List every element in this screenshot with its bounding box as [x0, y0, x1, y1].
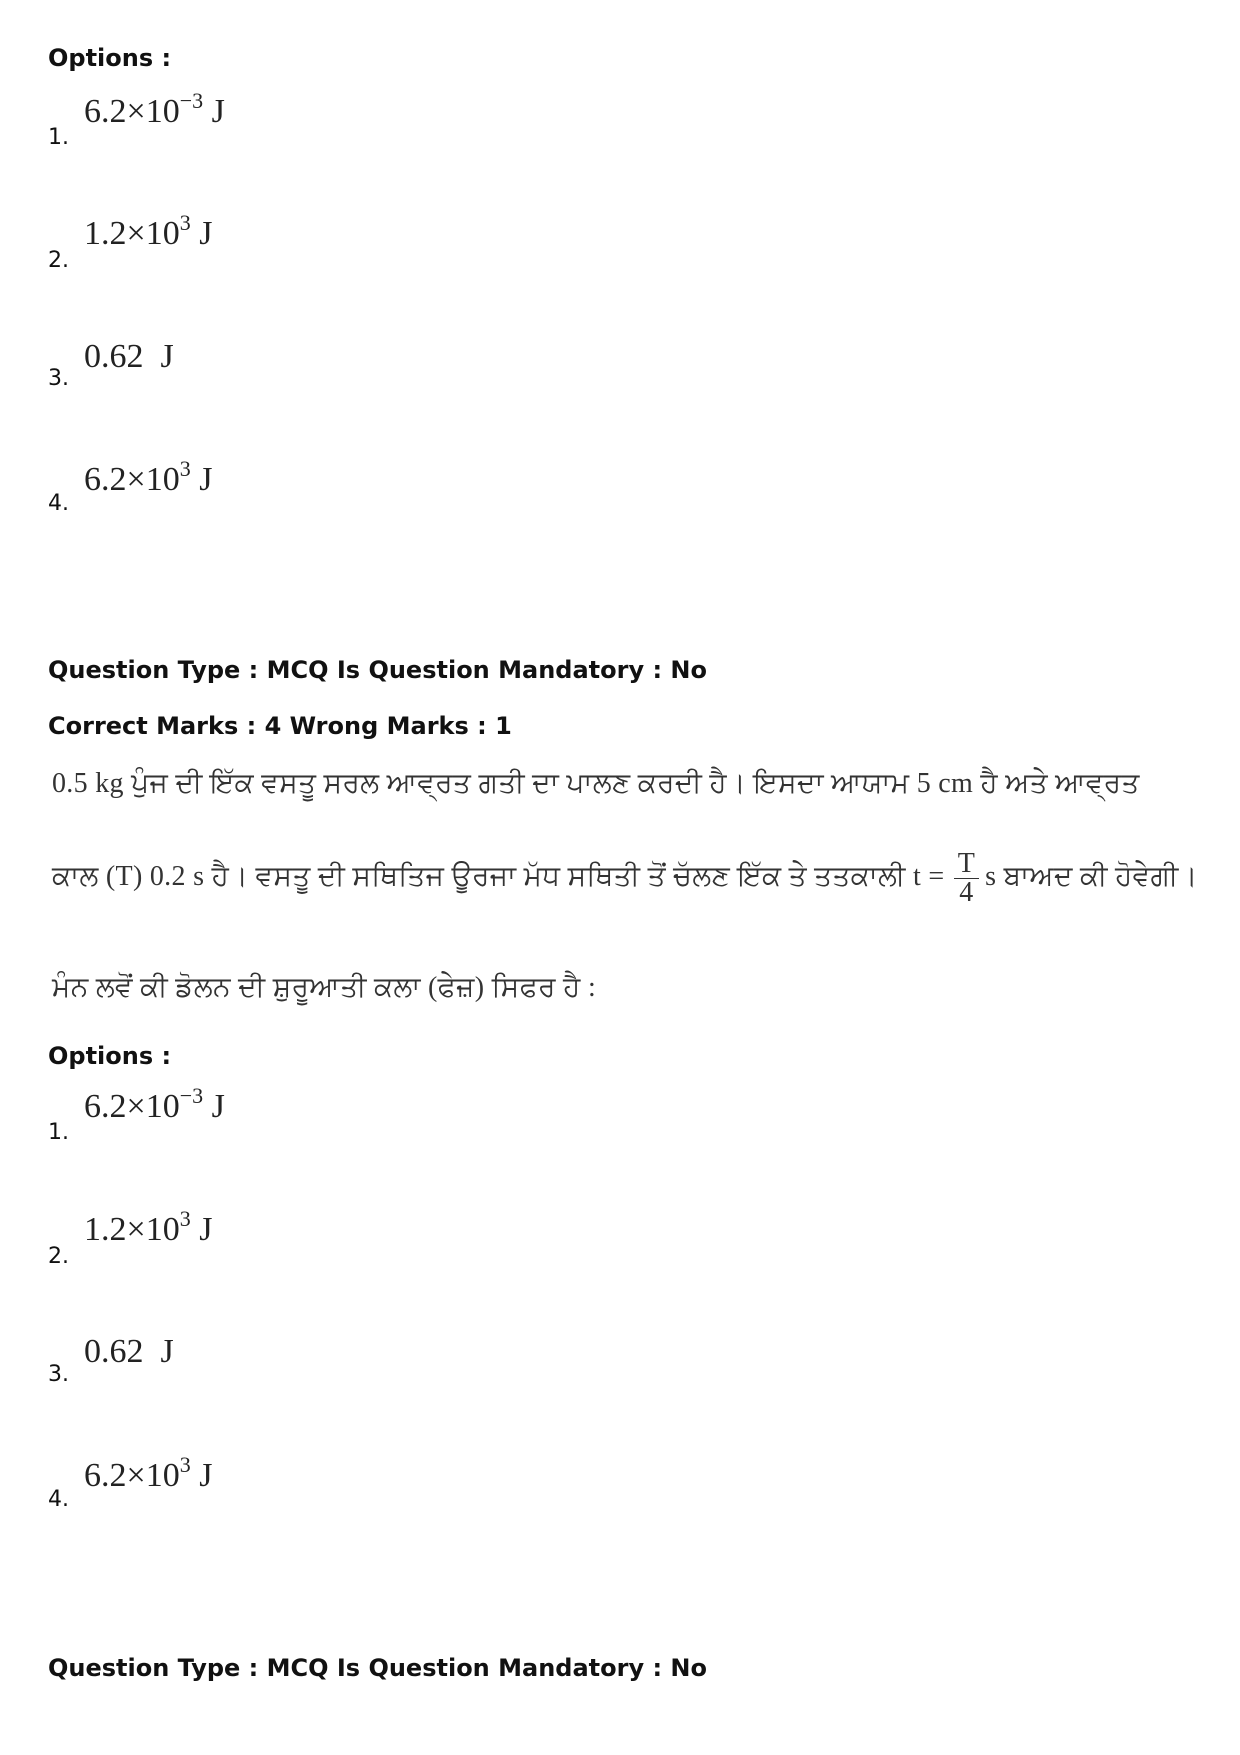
option-number: 1.	[48, 125, 69, 150]
option-1: $6.2\times 10^{-3}$ J	[84, 88, 225, 130]
fraction-numerator: T	[954, 850, 979, 879]
option-2: $1.2\times 10^3$ J	[84, 1206, 213, 1248]
option-number: 4.	[48, 491, 69, 516]
question-text-line-1: 0.5 kg ਪੁੰਜ ਦੀ ਇੱਕ ਵਸਤੂ ਸਰਲ ਆਵ੍ਰਤ ਗਤੀ ਦਾ ਪਾਲਣ ਕਰਦੀ ਹੈ। ਇਸਦਾ ਆਯਾਮ 5 cm ਹੈ ਅਤੇ ਆਵ੍ਰਤ	[52, 768, 1140, 799]
option-3: 0.62 J	[84, 1333, 174, 1370]
option-4: $6.2\times 10^3$ J	[84, 1452, 213, 1494]
question-type-line: Question Type : MCQ Is Question Mandatory : No	[48, 1654, 707, 1682]
fraction	[954, 850, 979, 907]
options-heading: Options :	[48, 44, 172, 72]
option-number: 3.	[48, 366, 69, 391]
option-number: 2.	[48, 1244, 69, 1269]
option-number: 4.	[48, 1487, 69, 1512]
option-3: 0.62 J	[84, 338, 174, 375]
option-number: 2.	[48, 248, 69, 273]
option-number: 3.	[48, 1362, 69, 1387]
marks-line: Correct Marks : 4 Wrong Marks : 1	[48, 712, 512, 740]
option-number: 1.	[48, 1120, 69, 1145]
option-4: $6.2\times 10^3$ J	[84, 456, 213, 498]
question-text-line-3: ਮੰਨ ਲਵੋਂ ਕੀ ਡੋਲਨ ਦੀ ਸ਼ੁਰੂਆਤੀ ਕਲਾ (ਫੇਜ਼) ਸਿਫਰ ਹੈ :	[52, 972, 597, 1003]
question-text-line-2: ਕਾਲ (T) 0.2 s ਹੈ। ਵਸਤੂ ਦੀ ਸਥਿਤਿਜ ਊਰਜਾ ਮੱਧ ਸਥਿਤੀ ਤੋਂ ਚੱਲਣ ਇੱਕ ਤੇ ਤਤਕਾਲੀ t = $\frac{T}{4}$ s ਬਾਅਦ ਕੀ ਹੋਵੇਗੀ।	[52, 848, 1198, 908]
fraction-denominator: 4	[959, 877, 974, 908]
option-2: $1.2\times 10^3$ J	[84, 210, 213, 252]
option-1: $6.2\times 10^{-3}$ J	[84, 1083, 225, 1125]
options-heading: Options :	[48, 1042, 172, 1070]
question-type-line: Question Type : MCQ Is Question Mandatory : No	[48, 656, 707, 684]
